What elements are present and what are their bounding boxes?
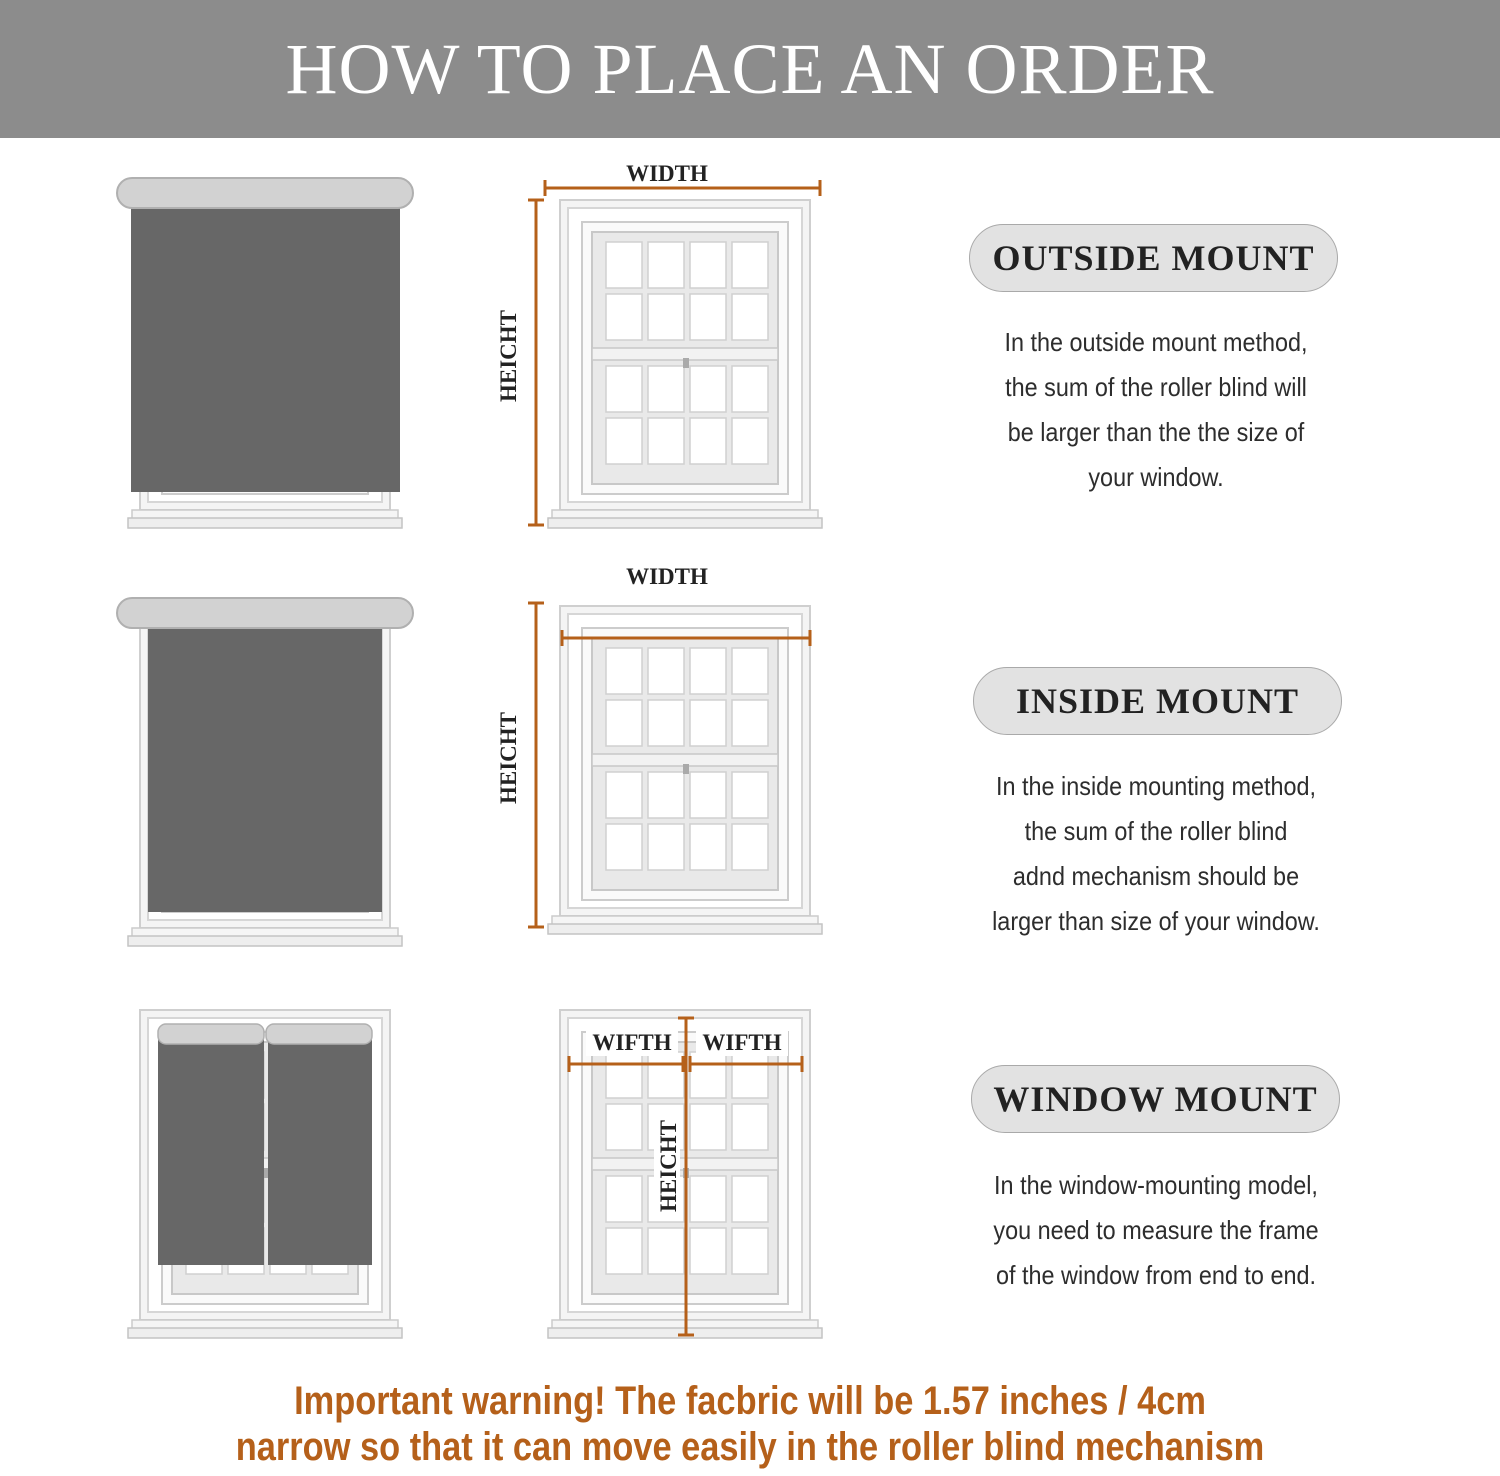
roller-blind-icon — [158, 1030, 264, 1265]
important-warning — [0, 1378, 1500, 1470]
inside-mount-title: INSIDE MOUNT — [973, 667, 1342, 735]
inside-mount-window-diagram — [496, 564, 822, 934]
width-right-label: WIFTH — [702, 1030, 782, 1055]
roller-blind-icon — [148, 622, 382, 912]
description-line: of the window from end to end. — [995, 1260, 1316, 1290]
outside-mount-description — [976, 320, 1336, 500]
page-title: HOW TO PLACE AN ORDER — [285, 28, 1215, 109]
width-label: WIDTH — [626, 564, 708, 589]
description-line: In the inside mounting method, — [995, 771, 1317, 801]
warning-line-1: Important warning! The facbric will be 1.57 inches / 4cm — [294, 1379, 1206, 1423]
description-line: the sum of the roller blind — [1024, 816, 1288, 846]
outside-mount-window-diagram — [496, 161, 822, 528]
window-mount-title: WINDOW MOUNT — [971, 1065, 1340, 1133]
roller-blind-icon — [268, 1030, 372, 1265]
window-mount-window-diagram — [548, 1010, 822, 1338]
outside-mount-title: OUTSIDE MOUNT — [969, 224, 1338, 292]
description-line: be larger than the the size of — [1007, 417, 1305, 447]
description-line: In the outside mount method, — [1004, 327, 1308, 357]
window-mount-description — [976, 1163, 1336, 1298]
roller-blind-icon — [131, 200, 400, 492]
window-mount-blind-illustration — [128, 1010, 402, 1338]
warning-line-2: narrow so that it can move easily in the roller blind mechanism — [235, 1425, 1265, 1469]
height-label: HEICHT — [496, 309, 521, 403]
height-label: HEICHT — [656, 1119, 681, 1213]
description-line: the sum of the roller blind will — [1005, 372, 1307, 402]
inside-mount-blind-illustration — [117, 598, 413, 946]
description-line: larger than size of your window. — [992, 906, 1320, 936]
description-line: you need to measure the frame — [993, 1215, 1319, 1245]
description-line: In the window-mounting model, — [994, 1170, 1318, 1200]
outside-mount-blind-illustration — [117, 178, 413, 528]
width-label: WIDTH — [626, 161, 708, 186]
width-left-label: WIFTH — [592, 1030, 672, 1055]
inside-mount-description — [976, 764, 1336, 944]
height-label: HEICHT — [496, 711, 521, 805]
description-line: your window. — [1088, 462, 1224, 492]
description-line: adnd mechanism should be — [1012, 861, 1300, 891]
